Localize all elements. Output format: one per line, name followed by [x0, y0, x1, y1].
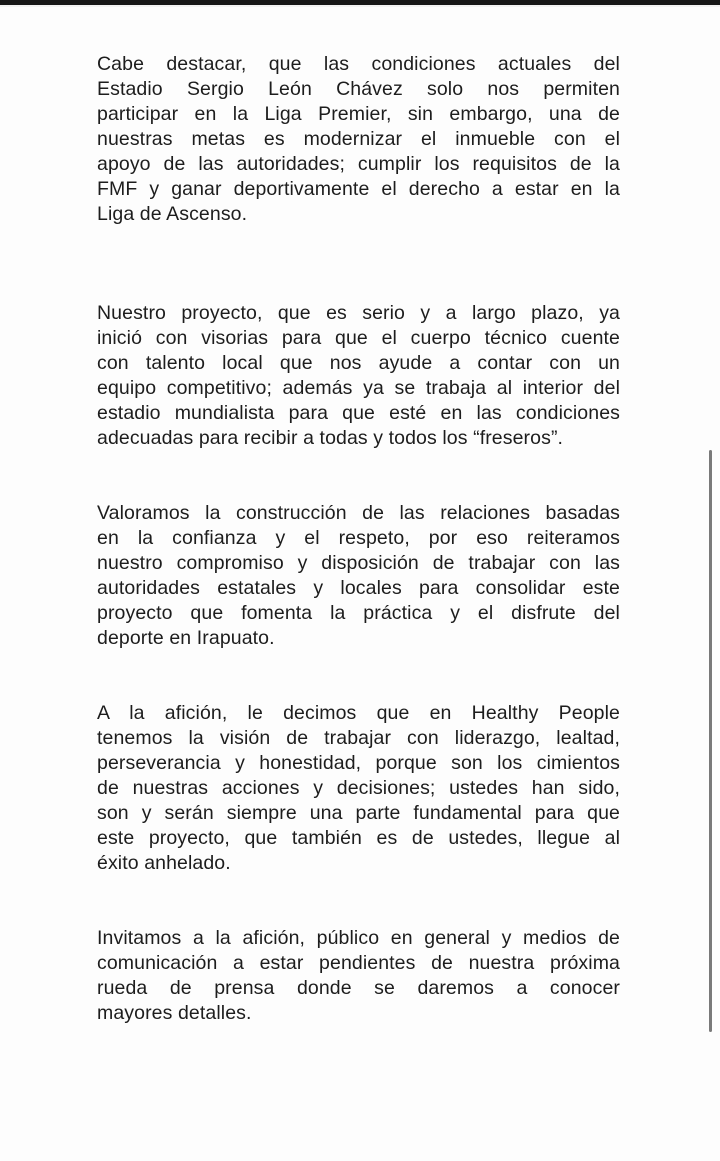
text-line: rueda de prensa donde se daremos a conocer — [97, 977, 620, 999]
text-line: mayores detalles. — [97, 1002, 252, 1024]
text-line: deporte en Irapuato. — [97, 627, 275, 649]
text-line: Invitamos a la afición, público en general y medios de — [97, 927, 620, 949]
paragraph — [97, 52, 620, 227]
text-line: Liga de Ascenso. — [97, 203, 248, 225]
text-line: Estadio Sergio León Chávez solo nos permiten — [97, 78, 620, 100]
text-line: autoridades estatales y locales para consolidar este — [97, 577, 620, 599]
text-line: FMF y ganar deportivamente el derecho a estar en la — [97, 178, 620, 200]
text-line: en la confianza y el respeto, por eso reiteramos — [97, 527, 620, 549]
text-line: con talento local que nos ayude a contar con un — [97, 352, 620, 374]
text-line: tenemos la visión de trabajar con liderazgo, lealtad, — [97, 727, 620, 749]
top-bar — [0, 0, 720, 7]
text-line: de nuestras acciones y decisiones; ustedes han sido, — [97, 777, 620, 799]
text-line: son y serán siempre una parte fundamental para que — [97, 802, 620, 824]
scrollbar-thumb[interactable] — [709, 450, 712, 1032]
text-line: adecuadas para recibir a todas y todos los “freseros”. — [97, 427, 564, 449]
paragraph — [97, 501, 620, 651]
text-line: estadio mundialista para que esté en las condiciones — [97, 402, 620, 424]
paragraph — [97, 926, 620, 1026]
text-line: A la afición, le decimos que en Healthy People — [97, 702, 620, 724]
text-line: Valoramos la construcción de las relaciones basadas — [97, 502, 620, 524]
document-body — [97, 52, 620, 1076]
text-line: nuestras metas es modernizar el inmueble con el — [97, 128, 620, 150]
text-line: perseverancia y honestidad, porque son los cimientos — [97, 752, 620, 774]
text-line: apoyo de las autoridades; cumplir los requisitos de la — [97, 153, 620, 175]
text-line: éxito anhelado. — [97, 852, 231, 874]
text-line: Nuestro proyecto, que es serio y a largo plazo, ya — [97, 302, 620, 324]
paragraph — [97, 301, 620, 451]
text-line: participar en la Liga Premier, sin embargo, una de — [97, 103, 620, 125]
text-line: Cabe destacar, que las condiciones actuales del — [97, 53, 620, 75]
text-line: nuestro compromiso y disposición de trabajar con las — [97, 552, 620, 574]
text-line: proyecto que fomenta la práctica y el disfrute del — [97, 602, 620, 624]
text-line: comunicación a estar pendientes de nuestra próxima — [97, 952, 620, 974]
text-line: equipo competitivo; además ya se trabaja al interior del — [97, 377, 620, 399]
paragraph — [97, 701, 620, 876]
text-line: este proyecto, que también es de ustedes, llegue al — [97, 827, 620, 849]
text-line: inició con visorias para que el cuerpo técnico cuente — [97, 327, 620, 349]
